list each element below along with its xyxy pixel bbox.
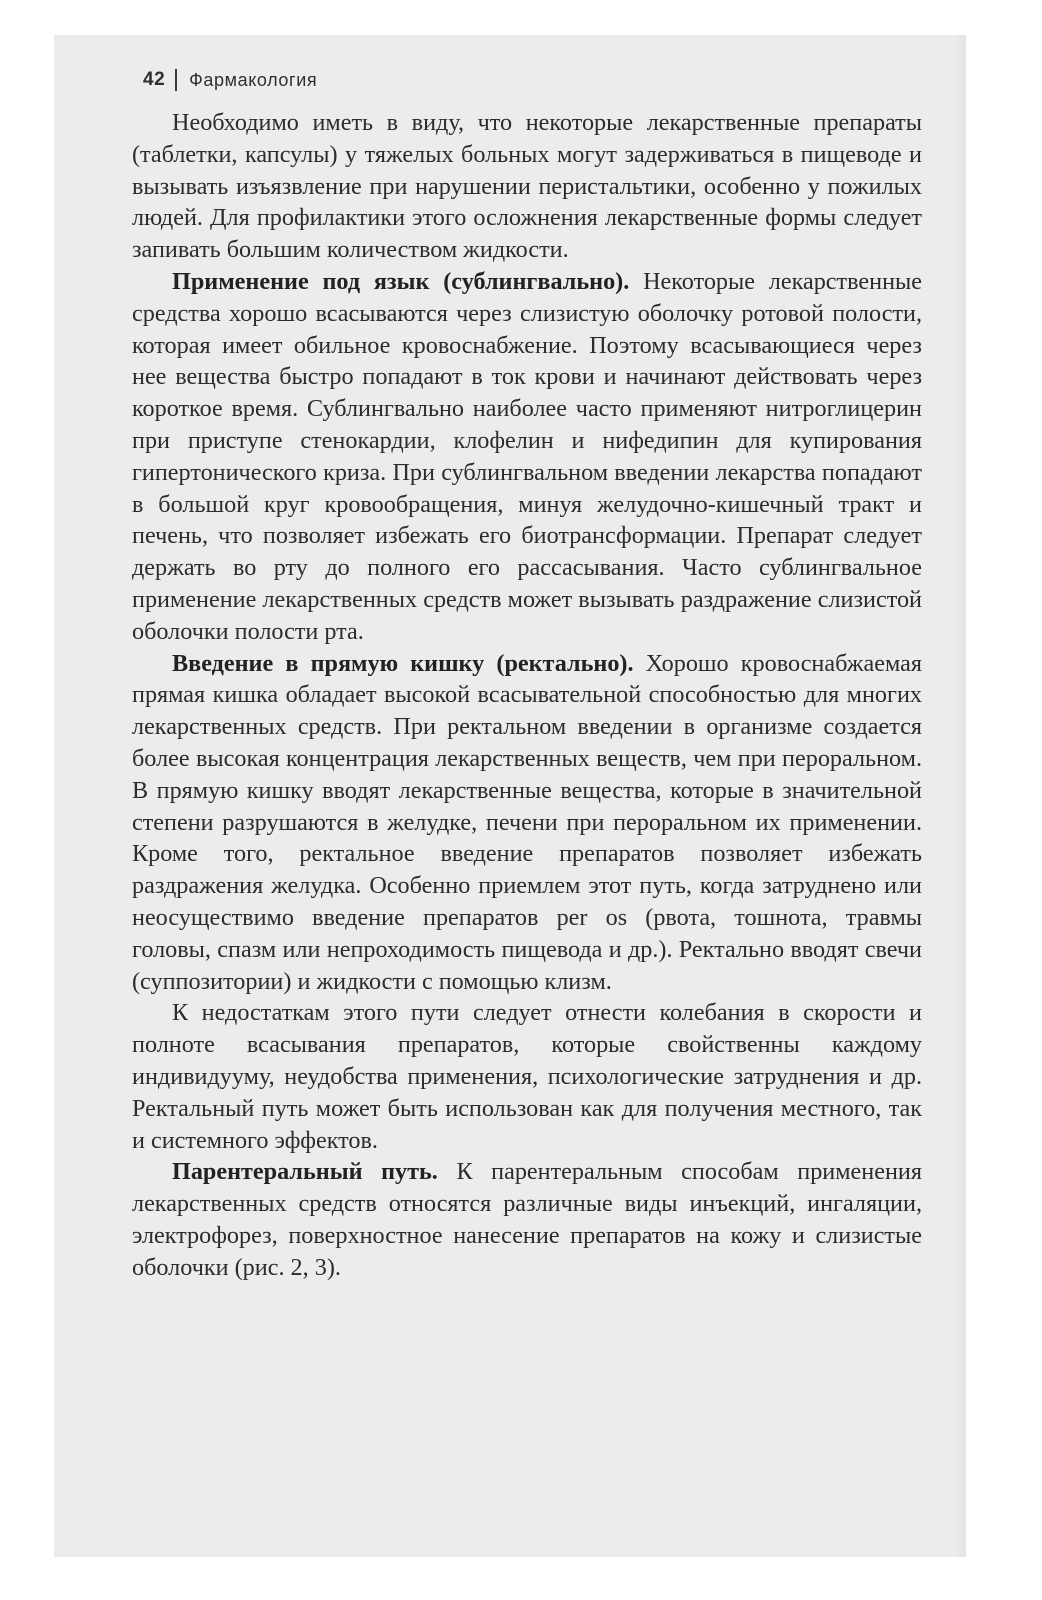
running-header (143, 67, 317, 93)
book-page (54, 35, 966, 1557)
paragraph-rectal-drawbacks (132, 997, 922, 1156)
paragraph-body: Необходимо иметь в виду, что некоторые лекарственные препараты (таблетки, капсулы) у тяжелых больных могут задерживаться в пищеводе и вызывать изъязвление при нарушении перистальтики, особенно у пожилых людей. Для профилактики этого осложнения лекарственные формы следует запивать большим количеством жидкости. (132, 109, 922, 264)
paragraph-rectal (132, 648, 922, 998)
paragraph-body: Хорошо кровоснабжаемая прямая кишка обладает высокой всасывательной способностью для многих лекарственных средств. При ректальном введении в организме создается более высокая концентрация лекарственных веществ, чем при пероральном. В прямую кишку вводят лекарственные вещества, которые в значительной степени разрушаются в желудке, печени при пероральном их применении. Кроме того, ректальное введение препаратов позволяет избежать раздражения желудка. Особенно приемлем этот путь, когда затруднено или неосуществимо введение препаратов per os (рвота, тошнота, травмы головы, спазм или непроходимость пищевода и др.). Ректально вводят свечи (суппозитории) и жидкости с помощью клизм. (132, 649, 922, 995)
paragraph-sublingual (132, 266, 922, 648)
paragraph-body: К парентеральным способам применения лекарственных средств относятся различные виды инъекций, ингаляции, электрофорез, поверхностное нанесение препаратов на кожу и слизистые оболочки (рис. 2, 3). (132, 1158, 922, 1281)
paragraph-body: К недостаткам этого пути следует отнести колебания в скорости и полноте всасывания препаратов, которые свойственны каждому индивидууму, неудобства применения, психологические затруднения и др. Ректальный путь может быть использован как для получения местного, так и системного эффектов. (132, 999, 922, 1154)
page-edge-shadow (952, 35, 966, 1557)
paragraph-lead: Введение в прямую кишку (ректально). (172, 649, 634, 677)
paragraph-esophagus-note (132, 107, 922, 266)
header-divider (175, 69, 177, 91)
running-title: Фармакология (189, 69, 318, 90)
paragraph-lead: Парентеральный путь. (172, 1158, 438, 1186)
paragraph-parenteral (132, 1156, 922, 1283)
page-number: 42 (143, 69, 166, 90)
paragraph-body: Некоторые лекарственные средства хорошо всасываются через слизистую оболочку ротовой полости, которая имеет обильное кровоснабжение. Поэтому всасывающиеся через нее вещества быстро попадают в ток крови и начинают действовать через короткое время. Сублингвально наиболее часто применяют нитроглицерин при приступе стенокардии, клофелин и нифедипин для купирования гипертонического криза. При сублингвальном введении лекарства попадают в большой круг кровообращения, минуя желудочно-кишечный тракт и печень, что позволяет избежать его биотрансформации. Препарат следует держать во рту до полного его рассасывания. Часто сублингвальное применение лекарственных средств может вызывать раздражение слизистой оболочки полости рта. (132, 267, 922, 645)
paragraph-lead: Применение под язык (сублингвально). (172, 267, 630, 295)
body-text (132, 107, 922, 1283)
